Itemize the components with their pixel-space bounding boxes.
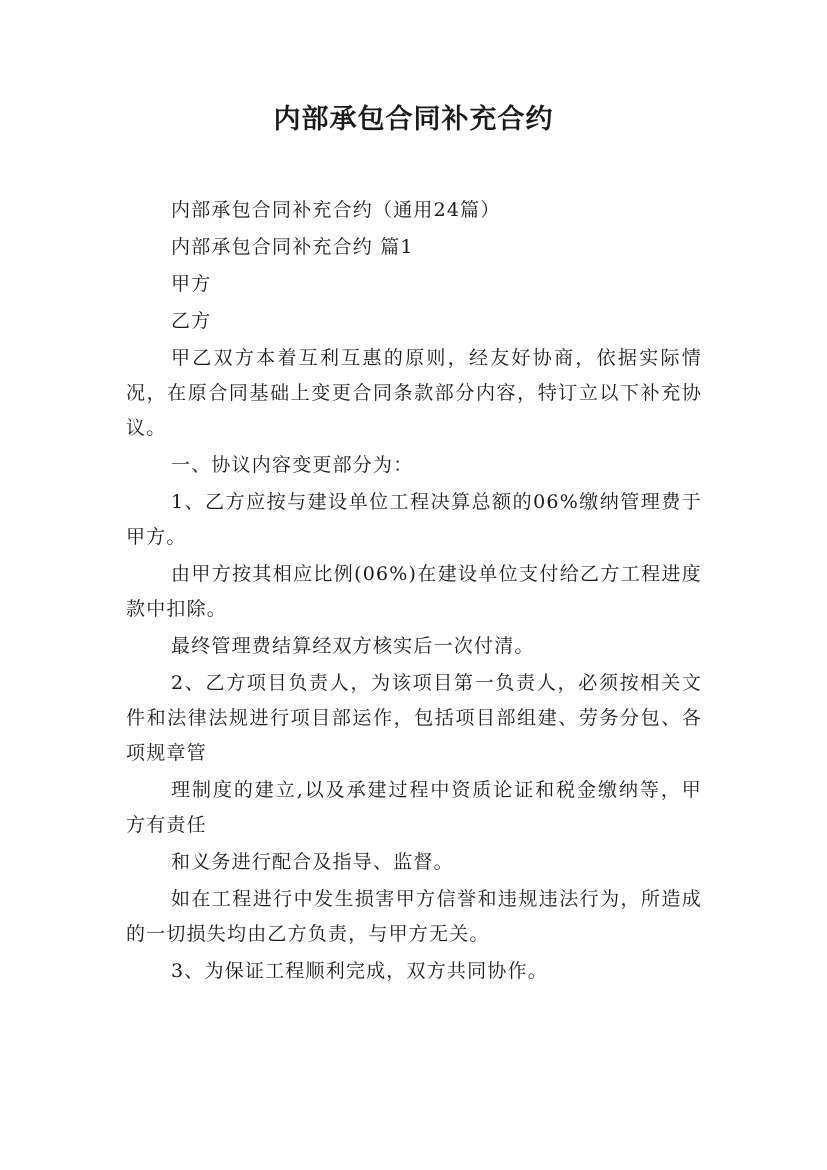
paragraph: 理制度的建立,以及承建过程中资质论证和税金缴纳等，甲方有责任 — [126, 779, 702, 836]
paragraph: 3、为保证工程顺利完成，双方共同协作。 — [171, 960, 548, 982]
document-title: 内部承包合同补充合约 — [273, 104, 554, 135]
paragraph: 内部承包合同补充合约 篇1 — [171, 236, 414, 258]
paragraph: 1、乙方应按与建设单位工程决算总额的06%缴纳管理费于甲方。 — [126, 491, 702, 548]
paragraph: 最终管理费结算经双方核实后一次付清。 — [171, 635, 535, 657]
paragraph: 甲乙双方本着互利互惠的原则，经友好协商，依据实际情况，在原合同基础上变更合同条款部分内容，特订立以下补充协议。 — [126, 347, 702, 439]
document-body — [126, 193, 702, 991]
paragraph: 一、协议内容变更部分为： — [171, 454, 414, 476]
paragraph: 2、乙方项目负责人，为该项目第一负责人，必须按相关文件和法律法规进行项目部运作，包括项目部组建、劳务分包、各项规章管 — [126, 672, 702, 764]
paragraph: 内部承包合同补充合约（通用24篇） — [171, 199, 501, 221]
paragraph: 甲方 — [171, 273, 212, 295]
paragraph: 如在工程进行中发生损害甲方信誉和违规违法行为，所造成的一切损失均由乙方负责，与甲方无关。 — [126, 888, 702, 945]
paragraph: 和义务进行配合及指导、监督。 — [171, 851, 454, 873]
paragraph: 乙方 — [171, 310, 212, 332]
paragraph: 由甲方按其相应比例(06%)在建设单位支付给乙方工程进度款中扣除。 — [126, 563, 702, 620]
